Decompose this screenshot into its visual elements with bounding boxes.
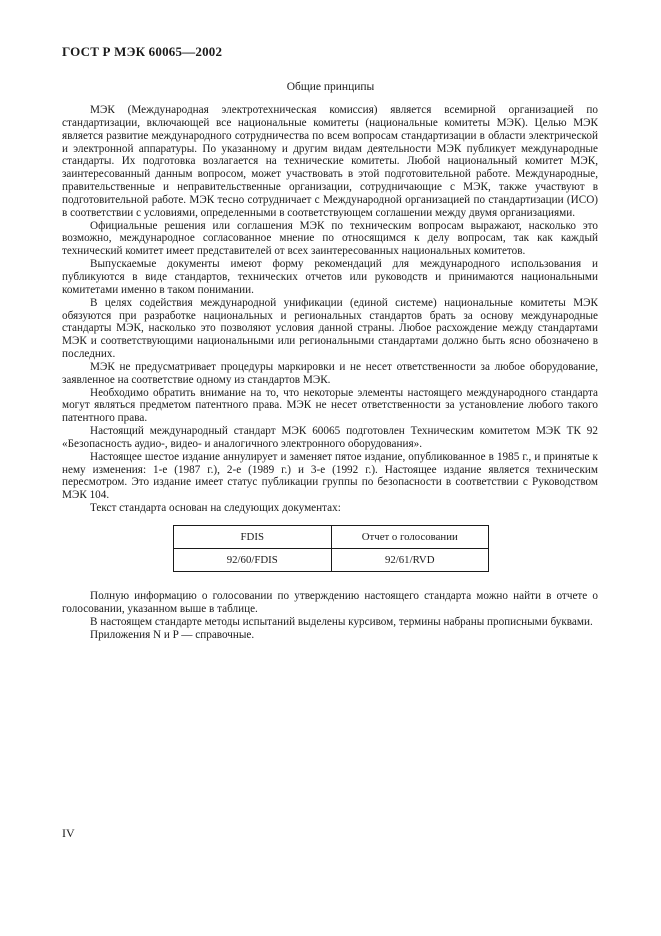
paragraph: Полную информацию о голосовании по утверждению настоящего стандарта можно найти в отчете о голосовании, указанном выше в таблице. — [62, 590, 598, 615]
table-header-cell: FDIS — [174, 526, 332, 549]
document-code-header: ГОСТ Р МЭК 60065—2002 — [62, 44, 223, 59]
voting-documents-table — [173, 525, 489, 572]
paragraph: Приложения N и P — справочные. — [90, 628, 255, 641]
paragraph: Настоящее шестое издание аннулирует и заменяет пятое издание, опубликованное в 1985 г., и принятые к нему изменения: 1-е (1987 г.), 2-е (1989 г.) и 3-е (1992 г.). Настоящее издание является техническим пересмотром. Это издание имеет статус публикации группы по безопасности в соответствии с Руководством МЭК 104. — [62, 450, 598, 502]
paragraph: МЭК не предусматривает процедуры маркировки и не несет ответственности за любое оборудование, заявленное на соответствие одному из стандартов МЭК. — [62, 360, 598, 386]
section-title: Общие принципы — [286, 81, 375, 93]
page-number: IV — [62, 826, 75, 840]
paragraph: Официальные решения или соглашения МЭК по техническим вопросам выражают, насколько это возможно, международное согласованное мнение по относящимся к делу вопросам, так как каждый технический комитет имеет представителей от всех заинтересованных национальных комитетов. — [62, 219, 598, 258]
table-header-row — [174, 526, 489, 549]
paragraph: В целях содействия международной унификации (единой системе) национальные комитеты МЭК обязуются при разработке национальных и региональных стандартов брать за основу международные стандарты МЭК, насколько это позволяют условия данной страны. Любое расхождение между стандартами МЭК и соответствующими национальными или региональными стандартами должно быть ясно обозначено в последних. — [62, 296, 598, 361]
paragraph: Настоящий международный стандарт МЭК 60065 подготовлен Техническим комитетом МЭК ТК 92 «Безопасность аудио-, видео- и аналогичного электронного оборудования». — [62, 425, 598, 450]
paragraph: Необходимо обратить внимание на то, что некоторые элементы настоящего международного стандарта могут являться предметом патентного права. МЭК не несет ответственности за установление любого такого патентного права. — [62, 386, 598, 425]
table-row — [174, 549, 489, 572]
document-body — [62, 104, 598, 641]
table-header-cell: Отчет о голосовании — [331, 526, 489, 549]
table-cell: 92/61/RVD — [331, 549, 489, 572]
paragraph: МЭК (Международная электротехническая комиссия) является всемирной организацией по стандартизации, включающей все национальные комитеты (национальные комитеты МЭК). Целью МЭК является развитие международного сотрудничества по всем вопросам стандартизации в области электрической и электронной аппаратуры. По указанному и другим видам деятельности МЭК публикует международные стандарты. Их подготовка возлагается на технические комитеты. Любой национальный комитет МЭК, заинтересованный данным вопросом, может участвовать в этой подготовительной работе. Международные, правительственные и неправительственные организации, сотрудничающие с МЭК, также участвуют в подготовительной работе. МЭК тесно сотрудничает с Международной организацией по стандартизации (ИСО) в соответствии с условиями, определенными в соответствующем соглашении между двумя организациями. — [62, 104, 598, 219]
table-cell: 92/60/FDIS — [174, 549, 332, 572]
paragraph: Текст стандарта основан на следующих документах: — [90, 502, 341, 515]
paragraph: Выпускаемые документы имеют форму рекомендаций для международного использования и публикуются в виде стандартов, технических отчетов или руководств и принимаются национальными комитетами именно в таком понимании. — [62, 258, 598, 296]
paragraph: В настоящем стандарте методы испытаний выделены курсивом, термины набраны прописными буквами. — [90, 615, 593, 628]
